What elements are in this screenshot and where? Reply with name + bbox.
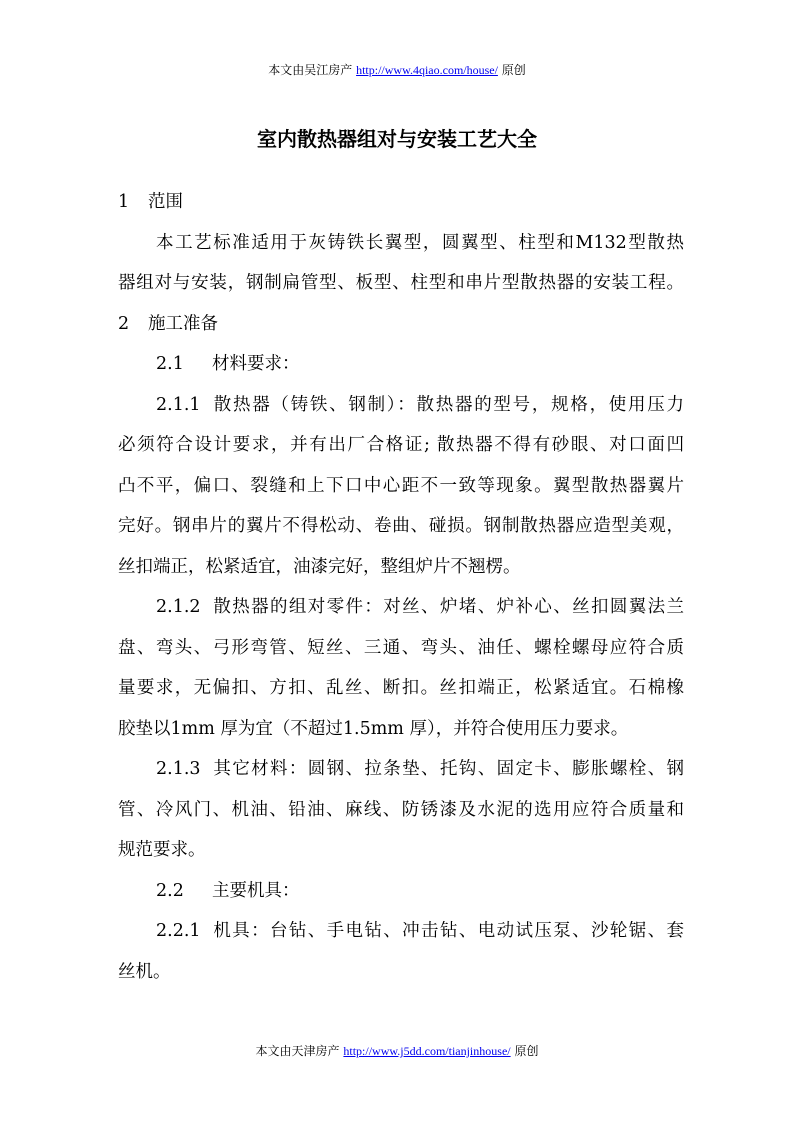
subsection-heading-2-1: 2.1 材料要求： [156, 354, 300, 374]
section-heading-2: 2 施工准备 [118, 313, 218, 334]
header-prefix: 本文由吴江房产 [268, 63, 353, 77]
footer-prefix: 本文由天津房产 [255, 1044, 340, 1058]
footer-link[interactable]: http://www.j5dd.com/tianjinhouse/ [343, 1044, 511, 1058]
header-suffix: 原创 [501, 63, 526, 77]
item-2-1-3: 2.1.3 其它材料：圆钢、拉条垫、托钩、固定卡、膨胀螺栓、钢 [156, 759, 684, 779]
page-footer [0, 1042, 794, 1059]
item-2-2-1: 2.2.1 机具：台钻、手电钻、冲击钻、电动试压泵、沙轮锯、套 [156, 921, 684, 941]
document-body [118, 182, 684, 992]
paragraph-line: 管、冷风门、机油、铅油、麻线、防锈漆及水泥的选用应符合质量和 [118, 799, 684, 820]
paragraph-line: 器组对与安装，钢制扁管型、板型、柱型和串片型散热器的安装工程。 [118, 273, 684, 293]
paragraph-line: 量要求，无偏扣、方扣、乱丝、断扣。丝扣端正，松紧适宜。石棉橡 [118, 678, 684, 698]
paragraph-line: 丝机。 [118, 961, 171, 982]
document-title: 室内散热器组对与安装工艺大全 [257, 127, 537, 151]
subsection-heading-2-2: 2.2 主要机具： [156, 880, 300, 901]
paragraph-line: 必须符合设计要求，并有出厂合格证; 散热器不得有砂眼、对口面凹 [118, 435, 684, 455]
section-heading-1: 1 范围 [118, 192, 183, 212]
footer-suffix: 原创 [514, 1044, 539, 1058]
page-header [0, 61, 794, 78]
paragraph-line: 本工艺标准适用于灰铸铁长翼型，圆翼型、柱型和M132型散热 [156, 232, 684, 253]
item-2-1-1: 2.1.1 散热器（铸铁、钢制）：散热器的型号，规格，使用压力 [156, 394, 684, 415]
paragraph-line: 丝扣端正，松紧适宜，油漆完好，整组炉片不翘楞。 [118, 556, 521, 577]
paragraph-line: 胶垫以1mm 厚为宜（不超过1.5mm 厚），并符合使用压力要求。 [118, 718, 629, 739]
paragraph-line: 完好。钢串片的翼片不得松动、卷曲、碰损。钢制散热器应造型美观， [118, 516, 684, 536]
paragraph-line: 规范要求。 [118, 840, 206, 860]
item-2-1-2: 2.1.2 散热器的组对零件：对丝、炉堵、炉补心、丝扣圆翼法兰 [156, 597, 684, 617]
header-link[interactable]: http://www.4qiao.com/house/ [356, 63, 498, 77]
paragraph-line: 凸不平，偏口、裂缝和上下口中心距不一致等现象。翼型散热器翼片 [118, 475, 684, 496]
paragraph-line: 盘、弯头、弓形弯管、短丝、三通、弯头、油任、螺栓螺母应符合质 [118, 637, 684, 658]
